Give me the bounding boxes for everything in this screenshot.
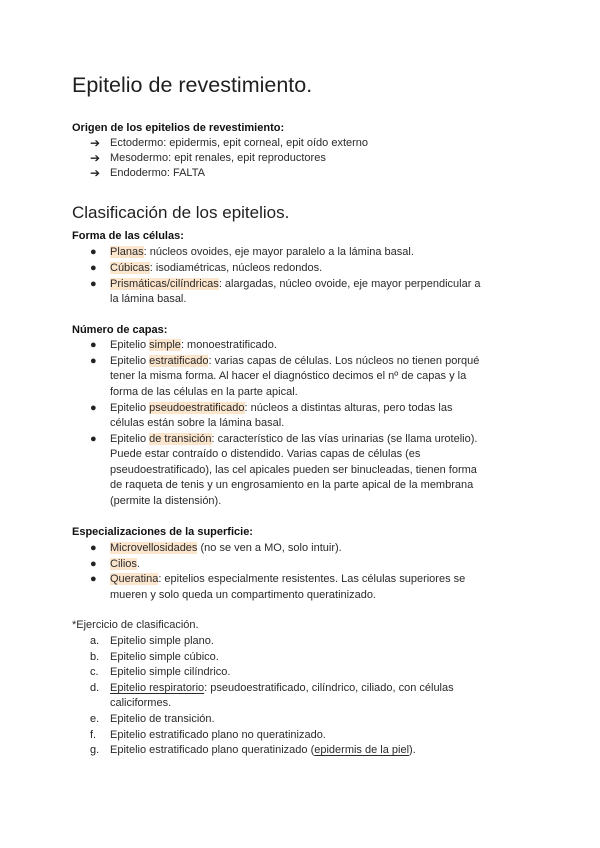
list-item: Epitelio de transición: característico de las vías urinarias (se llama urotelio).: [110, 433, 478, 445]
list-item: Microvellosidades (no se ven a MO, solo intuir).: [110, 542, 342, 554]
highlighted-term: Cilios: [110, 558, 137, 570]
capas-heading: Número de capas:: [72, 324, 168, 336]
bullet-icon: ●: [90, 402, 97, 414]
list-item: Endodermo: FALTA: [110, 167, 205, 179]
highlighted-term: estratificado: [149, 355, 209, 367]
list-item: Ectodermo: epidermis, epit corneal, epit oído externo: [110, 137, 369, 149]
list-item-continuation: mueren y solo queda un compartimento queratinizado.: [110, 589, 376, 601]
highlighted-term: pseudoestratificado: [149, 402, 245, 414]
list-letter: f.: [90, 729, 97, 741]
highlighted-term: Queratina: [110, 573, 159, 585]
list-item-continuation: tener la misma forma. Al hacer el diagnóstico decimos el nº de capas y la: [110, 370, 467, 382]
list-item-continuation: caliciformes.: [110, 697, 172, 709]
list-item: Epitelio estratificado plano queratinizado (epidermis de la piel).: [110, 744, 416, 756]
bullet-icon: ●: [90, 355, 97, 367]
underlined-term: epidermis de la piel: [314, 744, 410, 756]
origen-heading: Origen de los epitelios de revestimiento:: [72, 122, 285, 134]
section-heading-clasificacion: Clasificación de los epitelios.: [72, 203, 290, 222]
list-letter: b.: [90, 651, 100, 663]
list-letter: g.: [90, 744, 100, 756]
list-item: Queratina: epitelios especialmente resistentes. Las células superiores se: [110, 573, 466, 585]
list-item: Epitelio pseudoestratificado: núcleos a distintas alturas, pero todas las: [110, 402, 453, 414]
list-item: Epitelio respiratorio: pseudoestratificado, cilíndrico, ciliado, con células: [110, 682, 454, 694]
list-item: Prismáticas/cilíndricas: alargadas, núcleo ovoide, eje mayor perpendicular a: [110, 278, 481, 290]
arrow-bullet-icon: ➔: [90, 166, 101, 180]
list-item: Mesodermo: epit renales, epit reproductores: [110, 152, 326, 164]
highlighted-term: Cúbicas: [110, 262, 150, 274]
list-item: Cúbicas: isodiamétricas, núcleos redondos.: [110, 262, 323, 274]
page-title: Epitelio de revestimiento.: [72, 73, 313, 97]
highlighted-term: simple: [149, 339, 181, 351]
list-item-continuation: pseudoestratificado), las cel apicales pueden ser binucleadas, tienen forma: [110, 464, 477, 476]
bullet-icon: ●: [90, 339, 97, 351]
list-item: Epitelio estratificado plano no queratinizado.: [110, 729, 326, 741]
list-item: Epitelio simple cúbico.: [110, 651, 219, 663]
list-letter: a.: [90, 635, 100, 647]
bullet-icon: ●: [90, 246, 97, 258]
list-item: Epitelio simple plano.: [110, 635, 214, 647]
list-item-continuation: células están sobre la lámina basal.: [110, 417, 285, 429]
list-item-continuation: Puede estar contraído o distendido. Varias capas de células (es: [110, 448, 421, 460]
highlighted-term: Microvellosidades: [110, 542, 198, 554]
list-item-continuation: de raqueta de tenis y un engrosamiento en la parte apical de la membrana: [110, 479, 474, 491]
list-letter: c.: [90, 666, 99, 678]
highlighted-term: Prismáticas/cilíndricas: [110, 278, 219, 290]
bullet-icon: ●: [90, 278, 97, 290]
bullet-icon: ●: [90, 573, 97, 585]
list-item: Epitelio simple cilíndrico.: [110, 666, 231, 678]
arrow-bullet-icon: ➔: [90, 136, 101, 150]
list-item: Epitelio simple: monoestratificado.: [110, 339, 277, 351]
highlighted-term: de transición: [149, 433, 212, 445]
list-item: Planas: núcleos ovoides, eje mayor paralelo a la lámina basal.: [110, 246, 414, 258]
list-item: Cilios.: [110, 558, 140, 570]
list-item-continuation: forma de las células en la parte apical.: [110, 386, 298, 398]
highlighted-term: Planas: [110, 246, 144, 258]
list-letter: d.: [90, 682, 100, 694]
bullet-icon: ●: [90, 558, 97, 570]
arrow-bullet-icon: ➔: [90, 151, 101, 165]
list-item-continuation: la lámina basal.: [110, 293, 187, 305]
list-item: Epitelio estratificado: varias capas de células. Los núcleos no tienen porqué: [110, 355, 480, 367]
list-item: Epitelio de transición.: [110, 713, 215, 725]
bullet-icon: ●: [90, 262, 97, 274]
especializaciones-heading: Especializaciones de la superficie:: [72, 526, 253, 538]
ejercicio-heading: *Ejercicio de clasificación.: [72, 619, 199, 631]
forma-heading: Forma de las células:: [72, 230, 184, 242]
underlined-term: Epitelio respiratorio: [110, 682, 205, 694]
list-letter: e.: [90, 713, 100, 725]
list-item-continuation: (permite la distensión).: [110, 495, 222, 507]
bullet-icon: ●: [90, 542, 97, 554]
bullet-icon: ●: [90, 433, 97, 445]
